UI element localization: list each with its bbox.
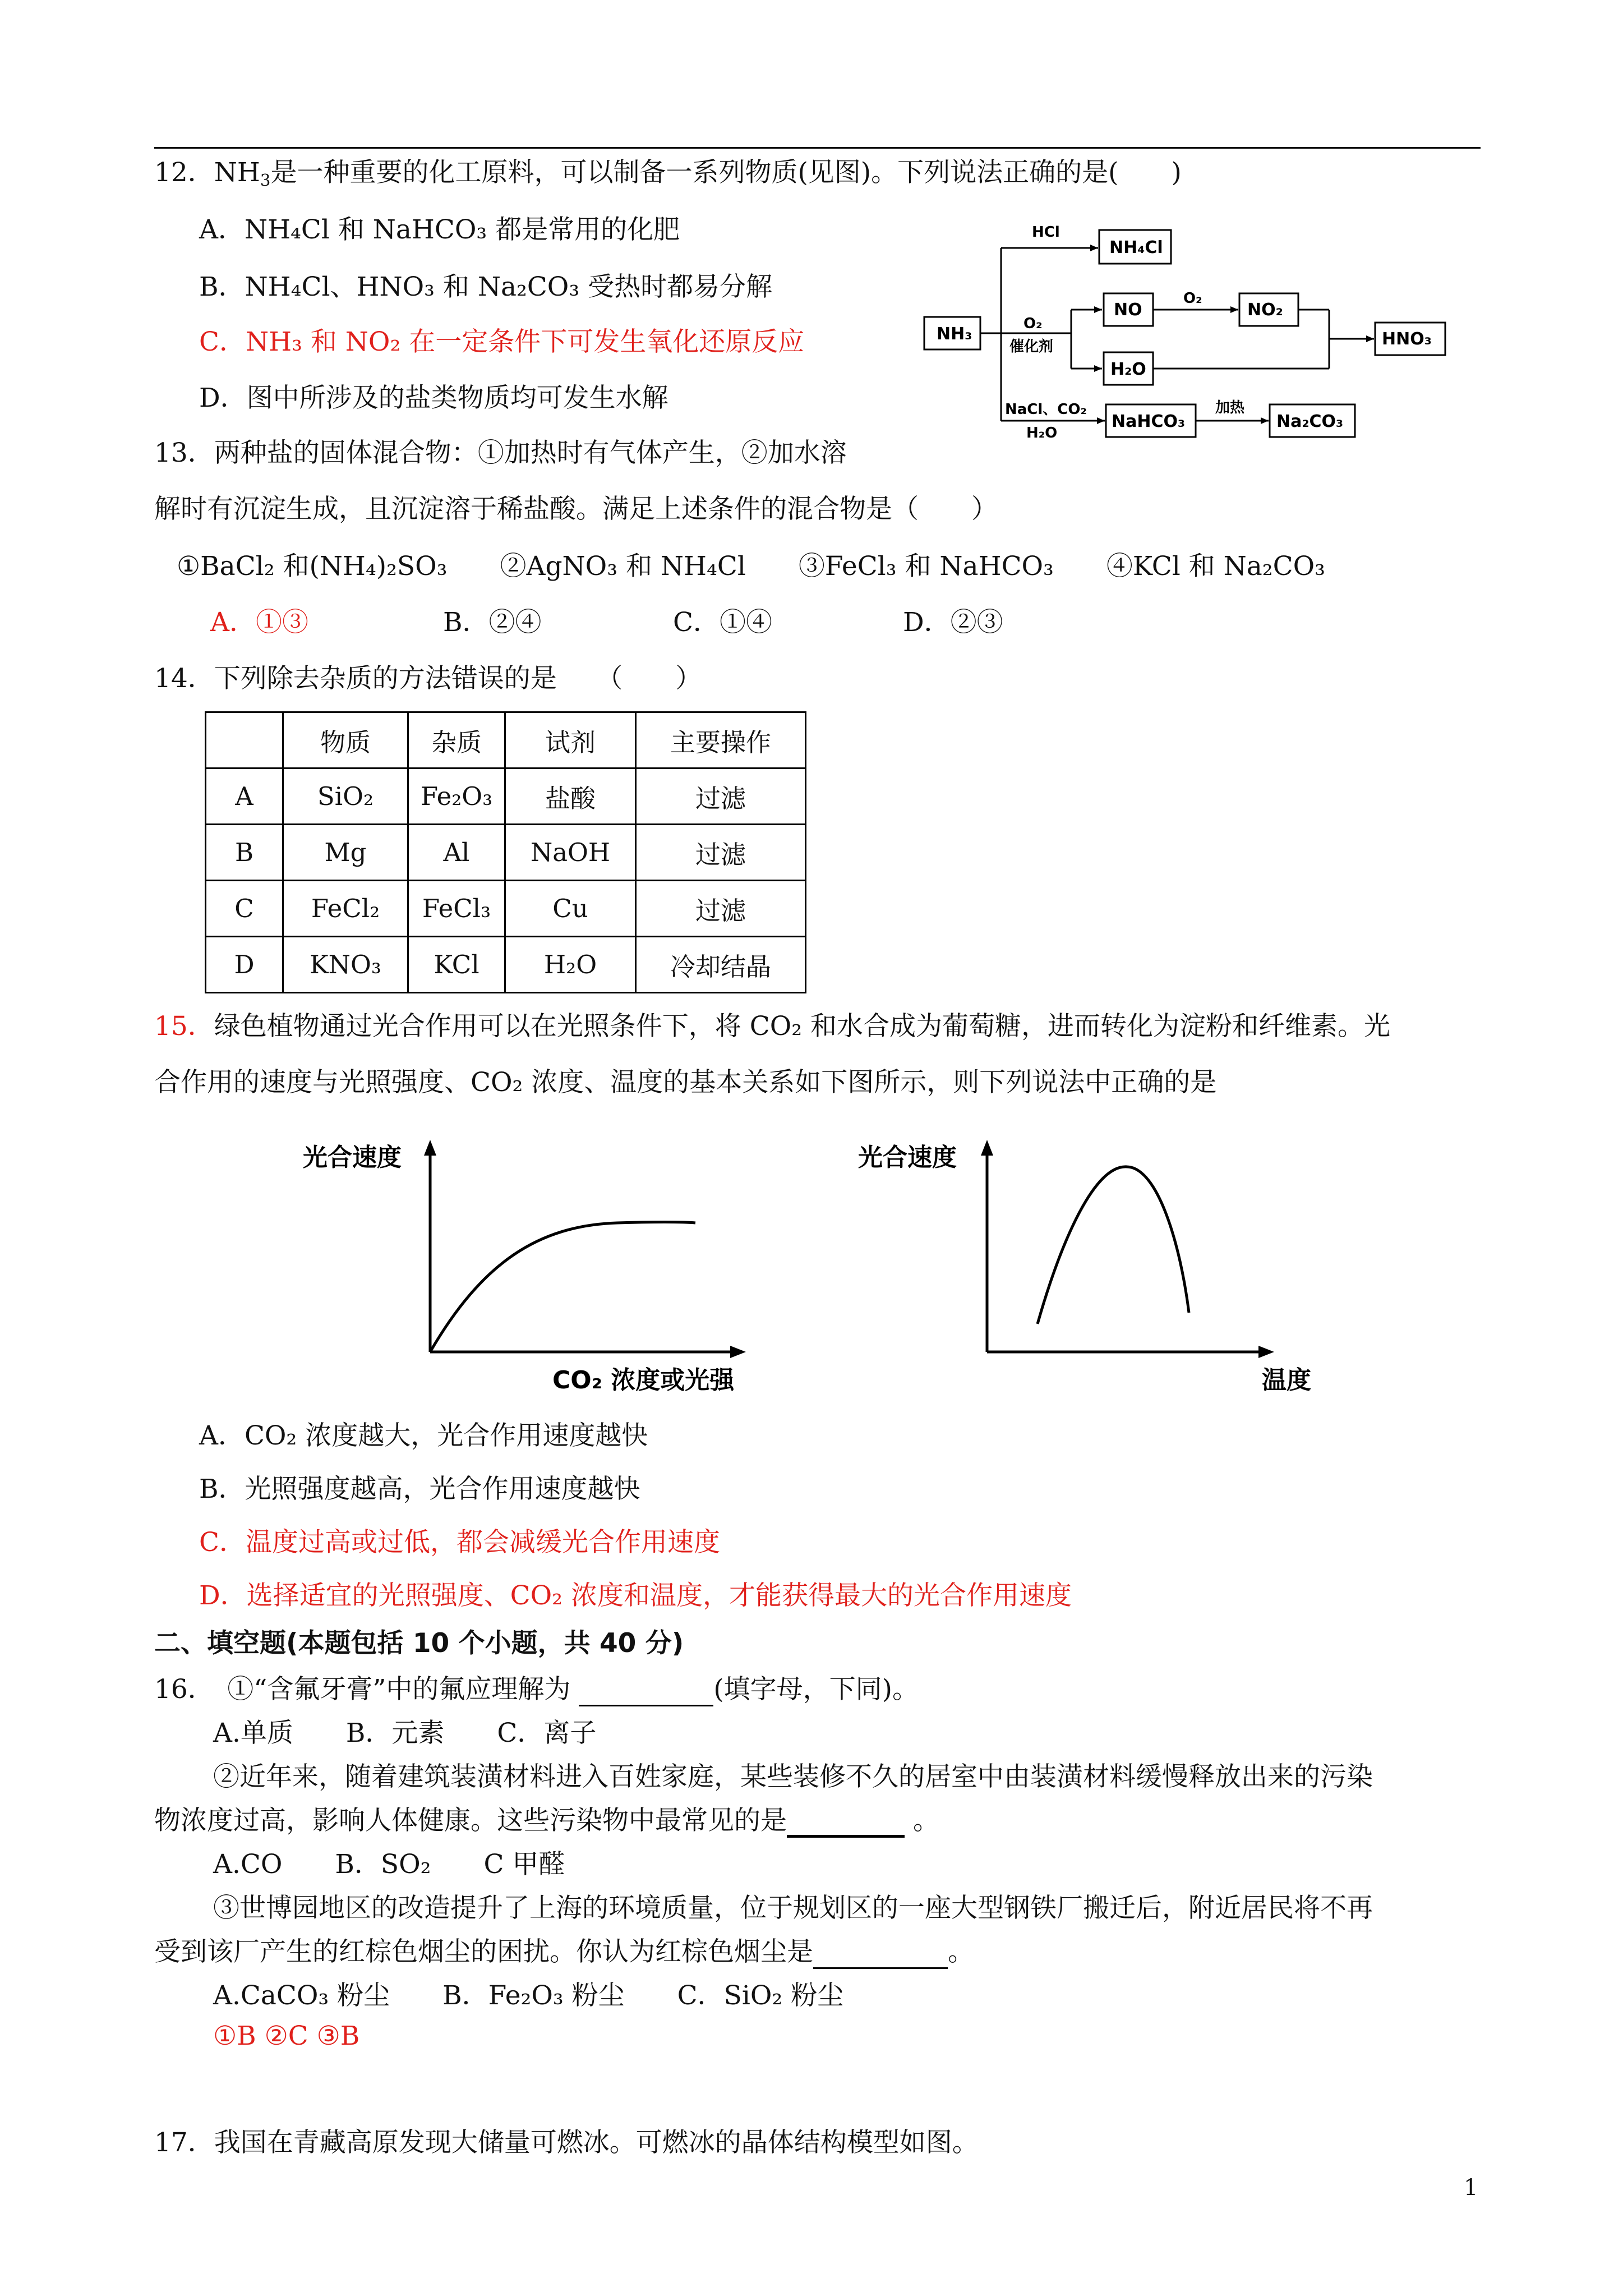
q15-line1 — [154, 1010, 1390, 1043]
table-row — [206, 769, 806, 825]
label-o2-catalyst: O₂ — [1023, 315, 1043, 332]
header-cell: 试剂 — [505, 712, 636, 769]
label-o2-top: O₂ — [1183, 290, 1202, 307]
q15-option-d: D．选择适宜的光照强度、CO₂ 浓度和温度，才能获得最大的光合作用速度 — [199, 1580, 1072, 1611]
q12-option-d: D．图中所涉及的盐类物质均可发生水解 — [199, 383, 668, 413]
q12-option-b: B．NH₄Cl、HNO₃ 和 Na₂CO₃ 受热时都易分解 — [199, 272, 773, 302]
box-nh4cl-label: NH₄Cl — [1109, 238, 1163, 257]
answer-blank-2[interactable] — [787, 1810, 905, 1838]
table-row — [206, 881, 806, 937]
q16-p2a: ②近年来，随着建筑装潢材料进入百姓家庭，某些装修不久的居室中由装潢材料缓慢释放出来的污染 — [213, 1761, 1373, 1792]
graph-rate-vs-temperature — [858, 1133, 1335, 1402]
table-cell: 过滤 — [636, 881, 806, 937]
header-rule — [154, 147, 1481, 149]
table-cell: KNO₃ — [283, 937, 408, 993]
q13-choices: ①BaCl₂ 和(NH₄)₂SO₃ ②AgNO₃ 和 NH₄Cl ③FeCl₃ 和 NaHCO₃ ④KCl 和 Na₂CO₃ — [177, 551, 1325, 582]
q13-line1: 13．两种盐的固体混合物：①加热时有气体产生，②加水溶 — [154, 438, 847, 468]
box-h2o-label: H₂O — [1110, 360, 1146, 379]
table-cell: Al — [408, 825, 505, 881]
q16-opts2: A.CO B．SO₂ C 甲醛 — [213, 1849, 565, 1880]
label-catalyst: 催化剂 — [1009, 338, 1054, 355]
q12-stem: 12．$NH_3$是一种重要的化工原料，可以制备一系列物质(见图)。下列说法正确的是( ) — [154, 157, 1182, 190]
q14-table — [205, 711, 806, 993]
table-header-row — [206, 712, 806, 769]
table-cell: NaOH — [505, 825, 636, 881]
table-cell: Mg — [283, 825, 408, 881]
table-cell: 冷却结晶 — [636, 937, 806, 993]
table-cell: C — [206, 881, 283, 937]
q16-opts1: A.单质 B．元素 C．离子 — [213, 1718, 597, 1749]
table-cell: FeCl₃ — [408, 881, 505, 937]
q12-option-c: C．NH₃ 和 NO₂ 在一定条件下可发生氧化还原反应 — [199, 326, 805, 357]
q13-answer-a: A．①③ — [210, 607, 308, 638]
graph2-xlabel: 温度 — [1262, 1366, 1311, 1395]
nh3-reaction-diagram — [920, 213, 1453, 449]
table-row — [206, 937, 806, 993]
q13-line2: 解时有沉淀生成，且沉淀溶于稀盐酸。满足上述条件的混合物是（ ） — [154, 494, 998, 524]
q16-p3b: 受到该厂产生的红棕色烟尘的困扰。你认为红棕色烟尘是 。 — [154, 1935, 974, 1969]
table-cell: Fe₂O₃ — [408, 769, 505, 825]
box-na2co3-label: Na₂CO₃ — [1276, 412, 1344, 431]
answer-blank-1[interactable] — [579, 1680, 713, 1706]
page-number: 1 — [1464, 2175, 1478, 2201]
q13-answer-d: D．②③ — [903, 607, 1003, 638]
box-nh3-label: NH₃ — [937, 324, 972, 344]
label-h2o-under: H₂O — [1026, 425, 1058, 441]
q16-opts3: A.CaCO₃ 粉尘 B．Fe₂O₃ 粉尘 C．SiO₂ 粉尘 — [213, 1980, 844, 2011]
header-cell: 主要操作 — [636, 712, 806, 769]
q13-answer-b: B．②④ — [443, 607, 542, 638]
q15-option-b: B．光照强度越高，光合作用速度越快 — [199, 1474, 640, 1504]
graph2-ylabel: 光合速度 — [858, 1143, 957, 1172]
table-cell: H₂O — [505, 937, 636, 993]
q15-line1-text: 绿色植物通过光合作用可以在光照条件下，将 CO₂ 和水合成为葡萄糖，进而转化为淀粉和纤维素。光 — [214, 1011, 1391, 1042]
answer-blank-3[interactable] — [813, 1943, 948, 1969]
q16-p3a: ③世博园地区的改造提升了上海的环境质量，位于规划区的一座大型钢铁厂搬迁后，附近居民将不再 — [213, 1893, 1373, 1924]
label-nacl-co2: NaCl、CO₂ — [1005, 401, 1087, 418]
q15-option-c: C．温度过高或过低，都会减缓光合作用速度 — [199, 1527, 720, 1558]
section-2-heading: 二、填空题(本题包括 10 个小题，共 40 分) — [154, 1628, 684, 1659]
box-hno3-label: HNO₃ — [1382, 329, 1432, 349]
q12-option-a: A．NH₄Cl 和 NaHCO₃ 都是常用的化肥 — [199, 214, 680, 245]
q15-option-a: A．CO₂ 浓度越大，光合作用速度越快 — [199, 1420, 648, 1451]
table-cell: 盐酸 — [505, 769, 636, 825]
table-row — [206, 825, 806, 881]
table-cell: Cu — [505, 881, 636, 937]
label-hcl: HCl — [1032, 224, 1060, 241]
header-cell: 物质 — [283, 712, 408, 769]
q17-stem: 17．我国在青藏高原发现大储量可燃冰。可燃冰的晶体结构模型如图。 — [154, 2127, 979, 2158]
box-no2-label: NO₂ — [1247, 300, 1283, 320]
table-cell: 过滤 — [636, 769, 806, 825]
table-cell: B — [206, 825, 283, 881]
q13-answer-c: C．①④ — [673, 607, 772, 638]
graph-rate-vs-co2 — [303, 1133, 763, 1402]
graph1-xlabel: CO₂ 浓度或光强 — [552, 1366, 735, 1395]
graph1-ylabel: 光合速度 — [303, 1143, 402, 1172]
header-cell: 杂质 — [408, 712, 505, 769]
box-nahco3-label: NaHCO₃ — [1112, 412, 1186, 431]
table-cell: 过滤 — [636, 825, 806, 881]
table-cell: A — [206, 769, 283, 825]
table-cell: SiO₂ — [283, 769, 408, 825]
table-cell: D — [206, 937, 283, 993]
q14-stem: 14．下列除去杂质的方法错误的是 （ ） — [154, 663, 702, 694]
header-cell — [206, 712, 283, 769]
q16-line1: 16． ①“含氟牙膏”中的氟应理解为 (填字母，下同)。 — [154, 1673, 919, 1706]
q16-answer: ①B ②C ③B — [213, 2021, 360, 2051]
table-cell: KCl — [408, 937, 505, 993]
label-heat: 加热 — [1215, 399, 1245, 416]
table-cell: FeCl₂ — [283, 881, 408, 937]
box-no-label: NO — [1114, 300, 1142, 320]
q15-line2: 合作用的速度与光照强度、CO₂ 浓度、温度的基本关系如下图所示，则下列说法中正确的是 — [154, 1067, 1217, 1098]
q15-number: 15． — [154, 1011, 214, 1042]
q16-p2b: 物浓度过高，影响人体健康。这些污染物中最常见的是 。 — [154, 1804, 939, 1838]
